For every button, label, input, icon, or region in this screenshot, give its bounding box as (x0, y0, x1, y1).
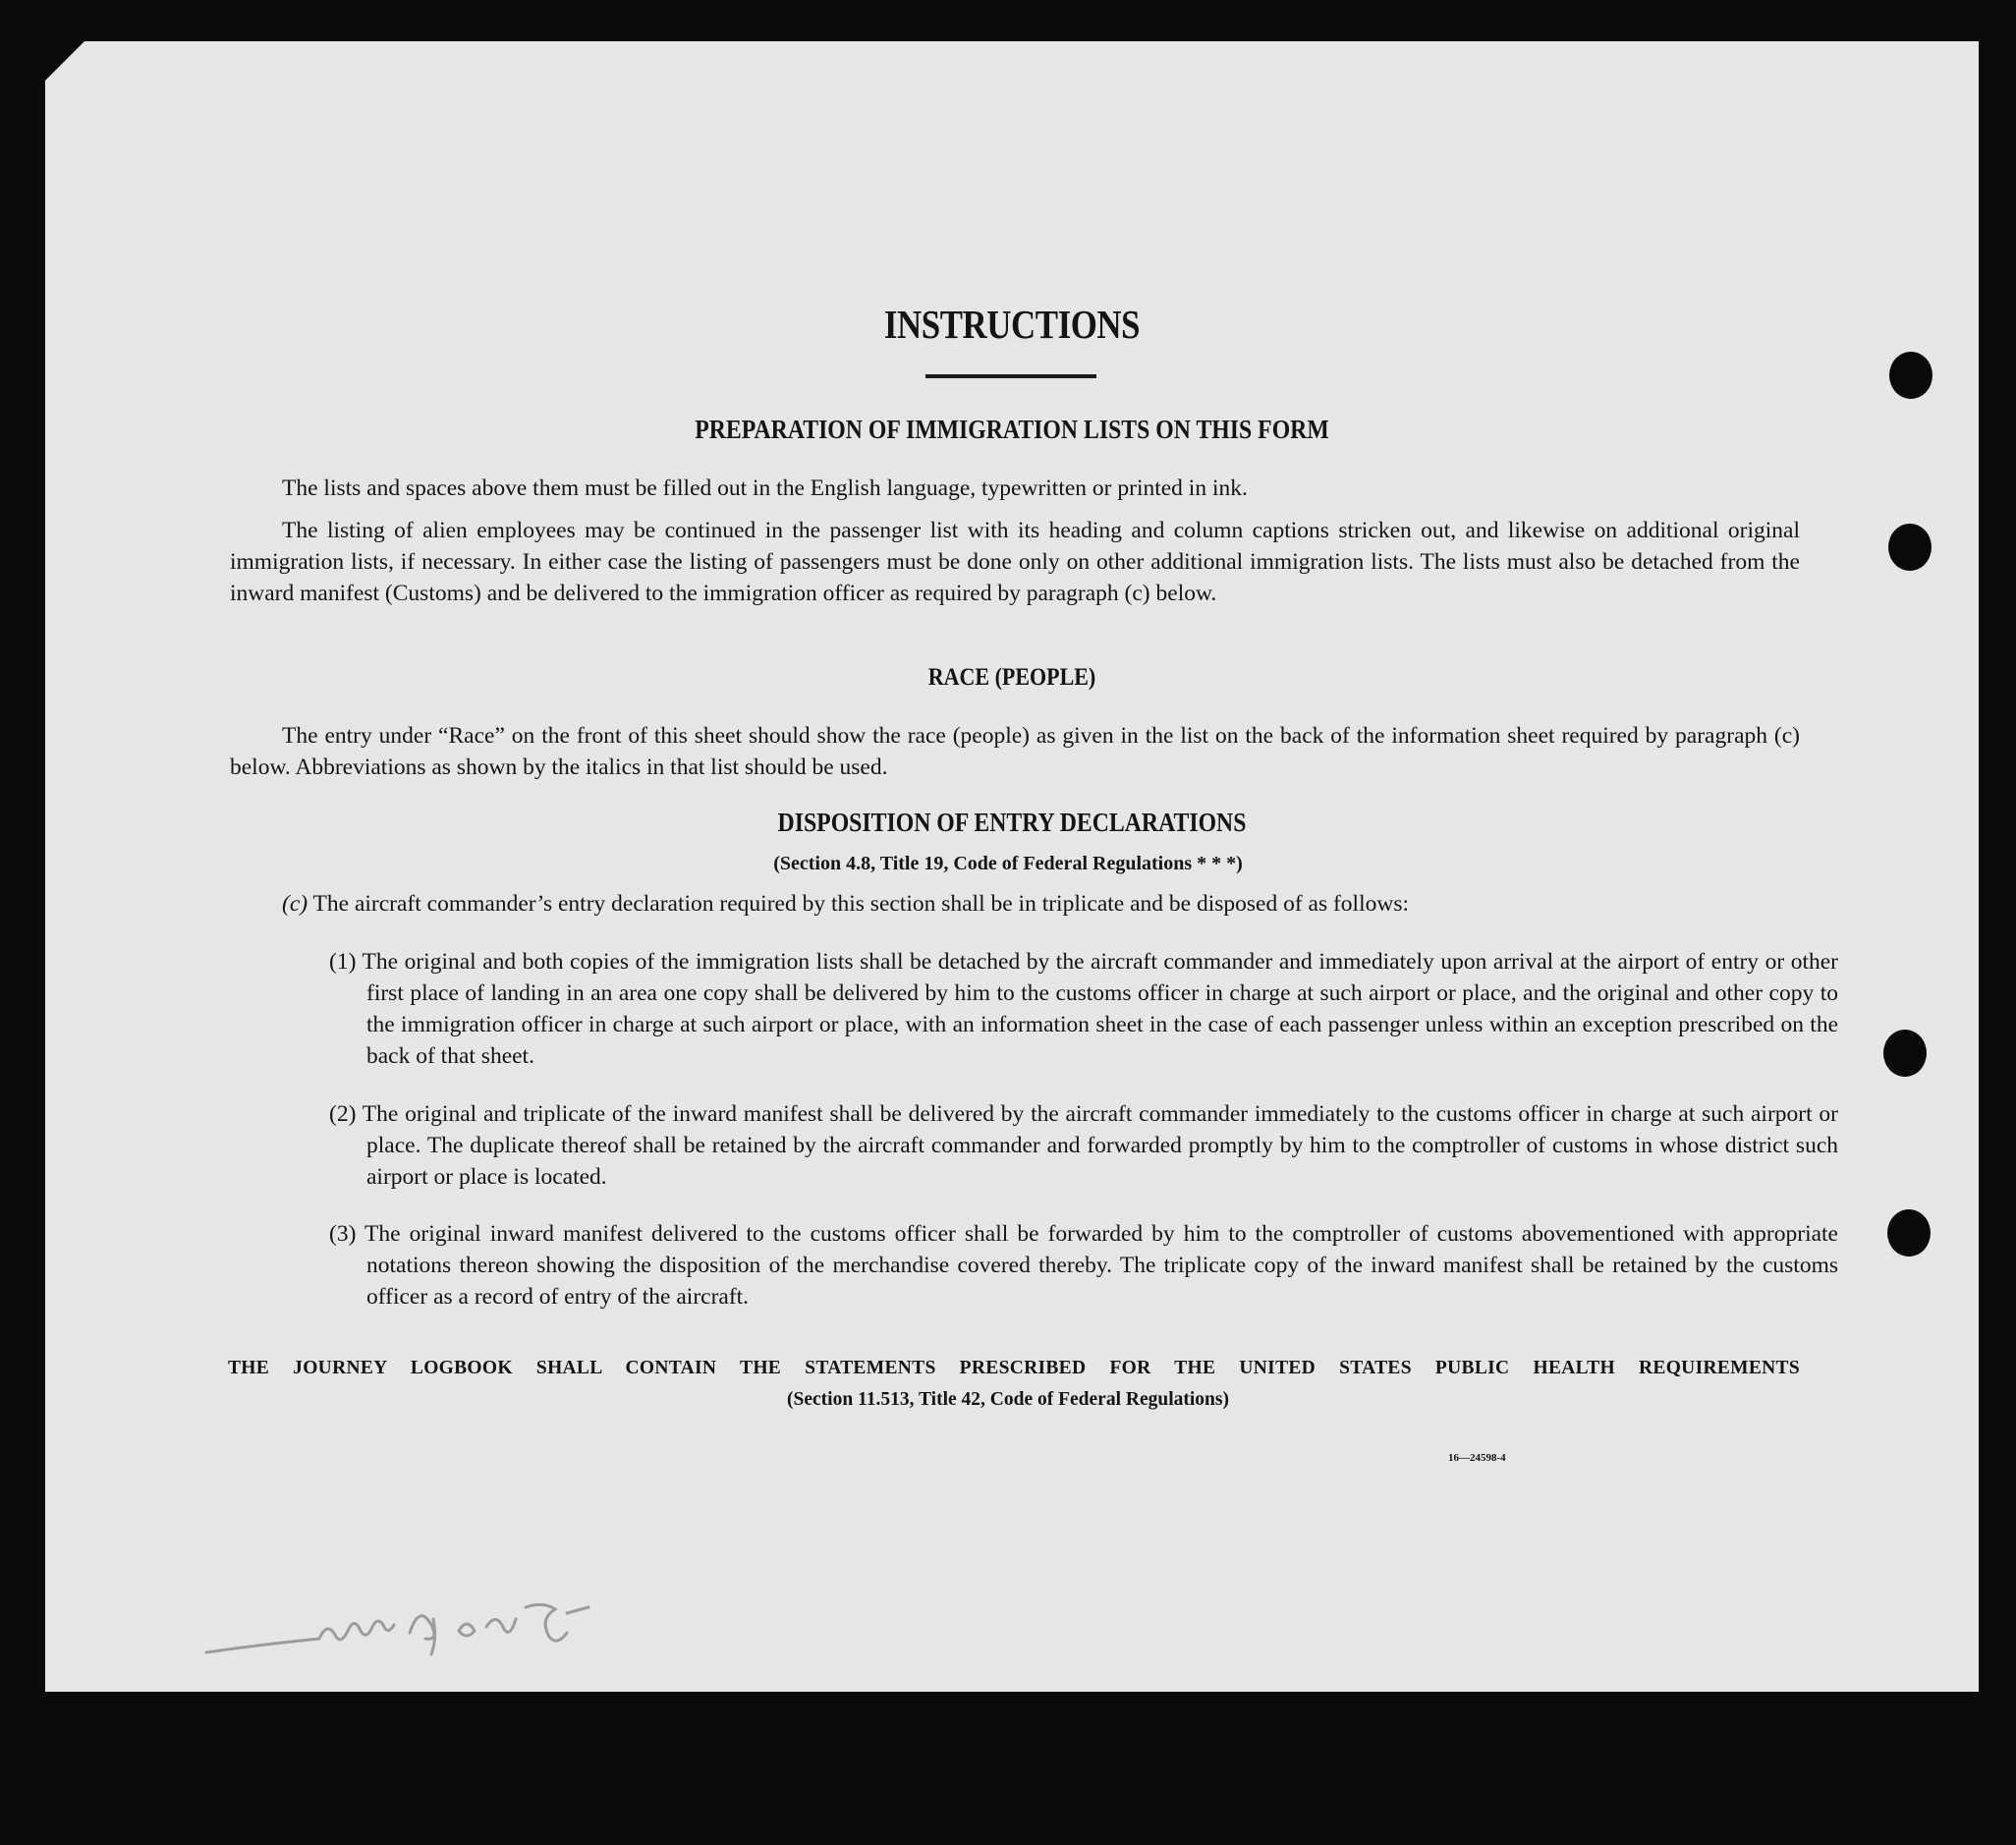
section-heading-disposition: DISPOSITION OF ENTRY DECLARATIONS (777, 808, 1247, 837)
list-item-number: (1) (329, 949, 357, 975)
punch-hole (1889, 352, 1932, 399)
list-item-number: (2) (329, 1101, 357, 1127)
folded-corner (45, 41, 84, 81)
signature-show-through (201, 1584, 614, 1662)
list-item-text: The original and triplicate of the inward manifest shall be delivered by the aircraft commander immediately to the customs officer in charge at such airport or place. The duplicate thereof shall be retained by the aircraft commander and forwarded promptly by him to the comptroller of customs in whose district such airport or place is located. (362, 1101, 1838, 1190)
punch-hole (1887, 1209, 1931, 1257)
title-rule (925, 374, 1096, 378)
section-heading-preparation: PREPARATION OF IMMIGRATION LISTS ON THIS FORM (695, 415, 1329, 444)
paragraph-c-text: The aircraft commander’s entry declaration required by this section shall be in triplicate and be disposed of as follows: (312, 891, 1410, 917)
paragraph-c-intro (282, 888, 1801, 920)
paragraph-race: The entry under “Race” on the front of this sheet should show the race (people) as given in the list on the back of the information sheet required by paragraph (c) below. Abbreviations as shown by the italics in that list should be used. (230, 723, 1800, 780)
footer-public-health: THE JOURNEY LOGBOOK SHALL CONTAIN THE STATEMENTS PRESCRIBED FOR THE UNITED STATES PUBLIC HEALTH REQUIREMENTS (228, 1358, 1800, 1378)
regulation-citation: (Section 4.8, Title 19, Code of Federal Regulations * * *) (773, 853, 1243, 874)
list-item (329, 946, 1838, 1072)
list-item-number: (3) (329, 1221, 357, 1247)
paragraph-alien-employees: The listing of alien employees may be continued in the passenger list with its heading and column captions stricken out, and likewise on additional original immigration lists, if necessary. In either case the listing of passengers must be done only on other additional immigration lists. The lists must also be detached from the inward manifest (Customs) and be delivered to the immigration officer as required by paragraph (c) below. (230, 518, 1800, 606)
list-item (329, 1218, 1838, 1313)
punch-hole (1888, 524, 1932, 571)
footer-citation: (Section 11.513, Title 42, Code of Federal Regulations) (787, 1389, 1229, 1410)
punch-hole (1883, 1030, 1927, 1077)
paragraph-english-language: The lists and spaces above them must be filled out in the English language, typewritten or printed in ink. (282, 475, 1248, 501)
list-item (329, 1098, 1838, 1193)
section-heading-race: RACE (PEOPLE) (927, 664, 1096, 691)
list-item-text: The original inward manifest delivered to the customs officer shall be forwarded by him to the comptroller of customs abovementioned with appropriate notations thereon showing the disposition of the merchandise covered thereby. The triplicate copy of the inward manifest shall be retained by the customs officer as a record of entry of the aircraft. (364, 1221, 1838, 1310)
form-code: 16—24598-4 (1448, 1452, 1506, 1464)
paragraph-c-label: (c) (282, 891, 308, 917)
page-title: INSTRUCTIONS (883, 302, 1141, 347)
list-item-text: The original and both copies of the immigration lists shall be detached by the aircraft commander and immediately upon arrival at the airport of entry or other first place of landing in an area one copy shall be delivered by him to the customs officer in charge at such airport or place, and the original and other copy to the immigration officer in charge at such airport or place, with an information sheet in the case of each passenger unless within an exception prescribed on the back of that sheet. (362, 949, 1838, 1069)
